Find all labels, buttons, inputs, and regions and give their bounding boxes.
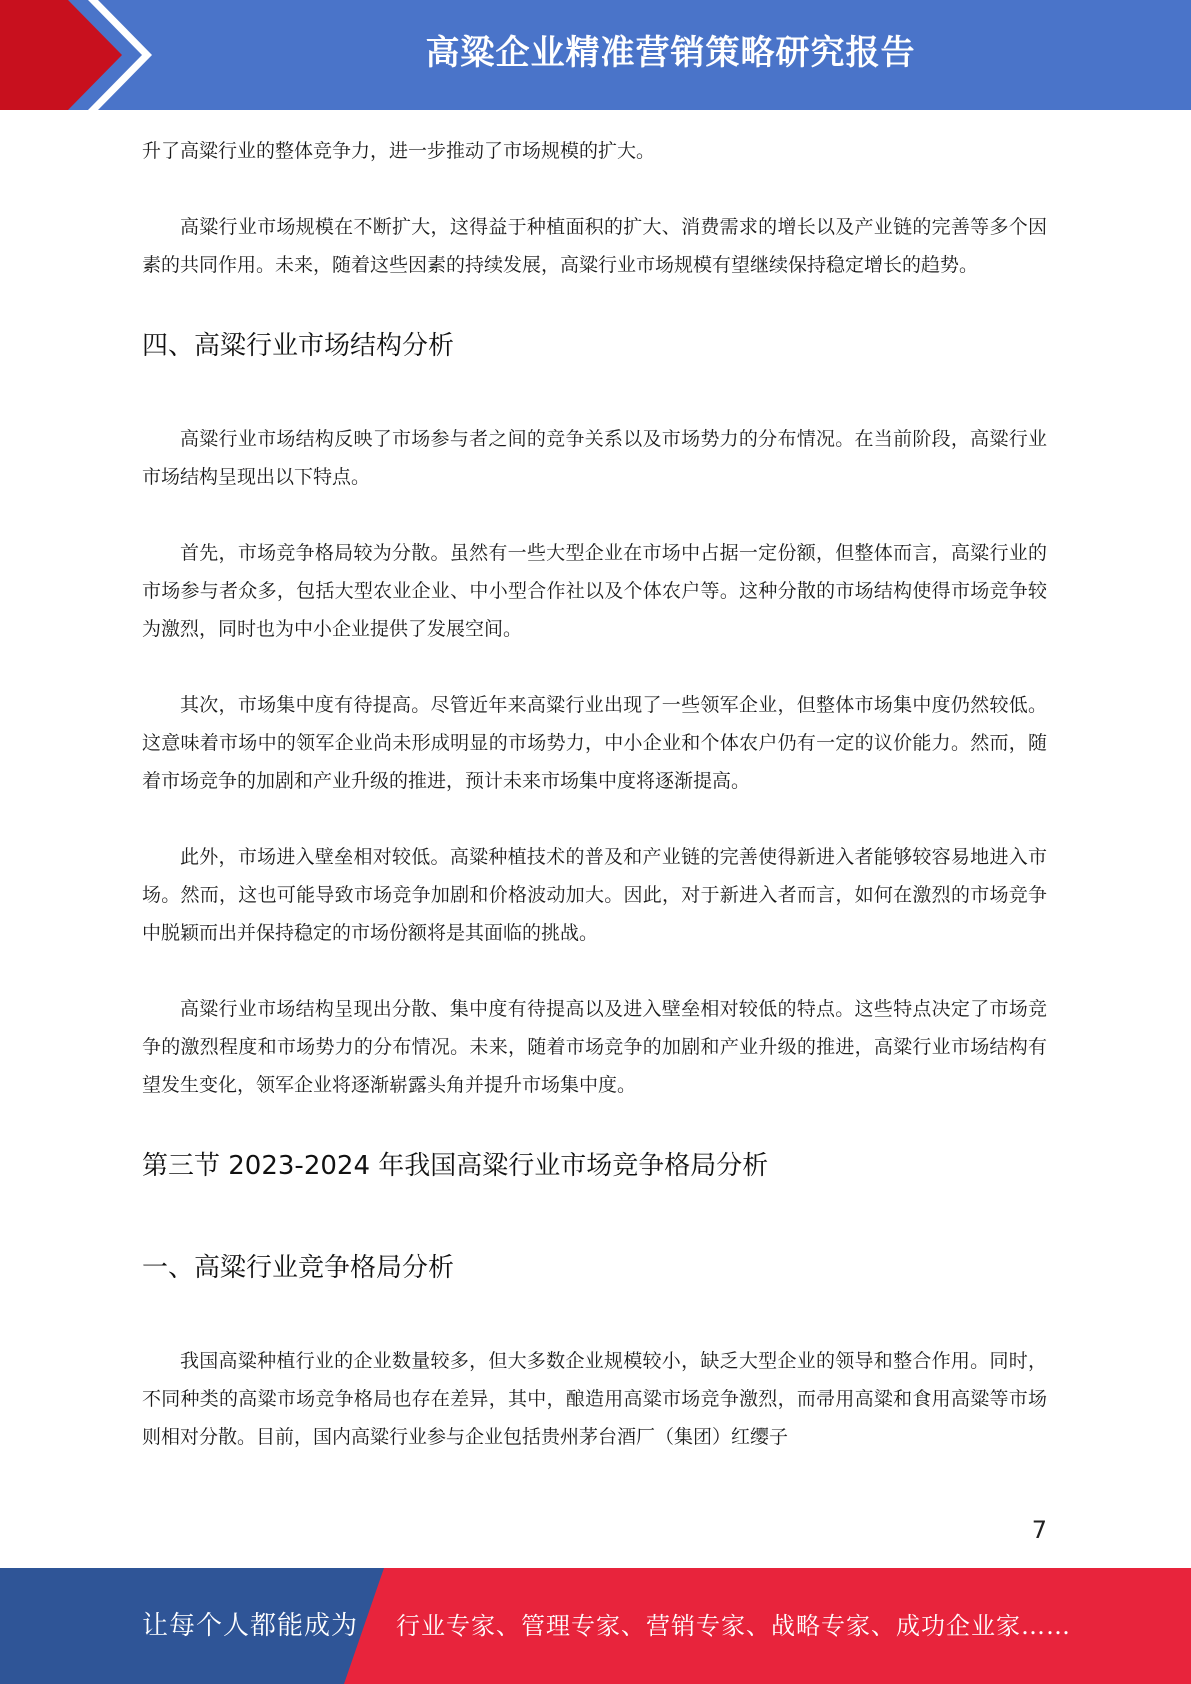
paragraph: 我国高粱种植行业的企业数量较多，但大多数企业规模较小，缺乏大型企业的领导和整合作用。同时，不同种类的高粱市场竞争格局也存在差异，其中，酿造用高粱市场竞争激烈，而帚用高粱和食用高粱等市场则相对分散。目前，国内高粱行业参与企业包括贵州茅台酒厂（集团）红缨子 bbox=[142, 1350, 1047, 1448]
paragraph: 高粱行业市场结构呈现出分散、集中度有待提高以及进入壁垒相对较低的特点。这些特点决定了市场竞争的激烈程度和市场势力的分布情况。未来，随着市场竞争的加剧和产业升级的推进，高粱行业市场结构有望发生变化，领军企业将逐渐崭露头角并提升市场集中度。 bbox=[142, 998, 1047, 1096]
header-banner bbox=[0, 0, 1191, 110]
paragraph: 高粱行业市场规模在不断扩大，这得益于种植面积的扩大、消费需求的增长以及产业链的完善等多个因素的共同作用。未来，随着这些因素的持续发展，高粱行业市场规模有望继续保持稳定增长的趋势。 bbox=[142, 216, 1047, 276]
subsection-heading: 一、高粱行业竞争格局分析 bbox=[142, 1253, 455, 1283]
paragraph: 首先，市场竞争格局较为分散。虽然有一些大型企业在市场中占据一定份额，但整体而言，高粱行业的市场参与者众多，包括大型农业企业、中小型合作社以及个体农户等。这种分散的市场结构使得市场竞争较为激烈，同时也为中小企业提供了发展空间。 bbox=[142, 542, 1047, 640]
footer-banner bbox=[0, 1568, 1191, 1684]
report-title: 高粱企业精准营销策略研究报告 bbox=[425, 33, 916, 73]
footer-slogan-right: 行业专家、管理专家、营销专家、战略专家、成功企业家…… bbox=[396, 1612, 1071, 1640]
header-chevron-graphic bbox=[0, 0, 160, 110]
paragraph: 此外，市场进入壁垒相对较低。高粱种植技术的普及和产业链的完善使得新进入者能够较容易地进入市场。然而，这也可能导致市场竞争加剧和价格波动加大。因此，对于新进入者而言，如何在激烈的市场竞争中脱颖而出并保持稳定的市场份额将是其面临的挑战。 bbox=[142, 846, 1047, 944]
paragraph: 高粱行业市场结构反映了市场参与者之间的竞争关系以及市场势力的分布情况。在当前阶段，高粱行业市场结构呈现出以下特点。 bbox=[142, 428, 1047, 488]
document-body bbox=[142, 132, 1047, 1456]
footer-slogan-left: 让每个人都能成为 bbox=[142, 1611, 359, 1641]
chapter-section-heading: 第三节 2023-2024 年我国高粱行业市场竞争格局分析 bbox=[142, 1151, 769, 1181]
page-number: 7 bbox=[1031, 1516, 1047, 1544]
paragraph: 其次，市场集中度有待提高。尽管近年来高粱行业出现了一些领军企业，但整体市场集中度仍然较低。这意味着市场中的领军企业尚未形成明显的市场势力，中小企业和个体农户仍有一定的议价能力。然而，随着市场竞争的加剧和产业升级的推进，预计未来市场集中度将逐渐提高。 bbox=[142, 694, 1047, 792]
section-heading: 四、高粱行业市场结构分析 bbox=[142, 331, 455, 361]
paragraph-continuation: 升了高粱行业的整体竞争力，进一步推动了市场规模的扩大。 bbox=[142, 140, 656, 162]
